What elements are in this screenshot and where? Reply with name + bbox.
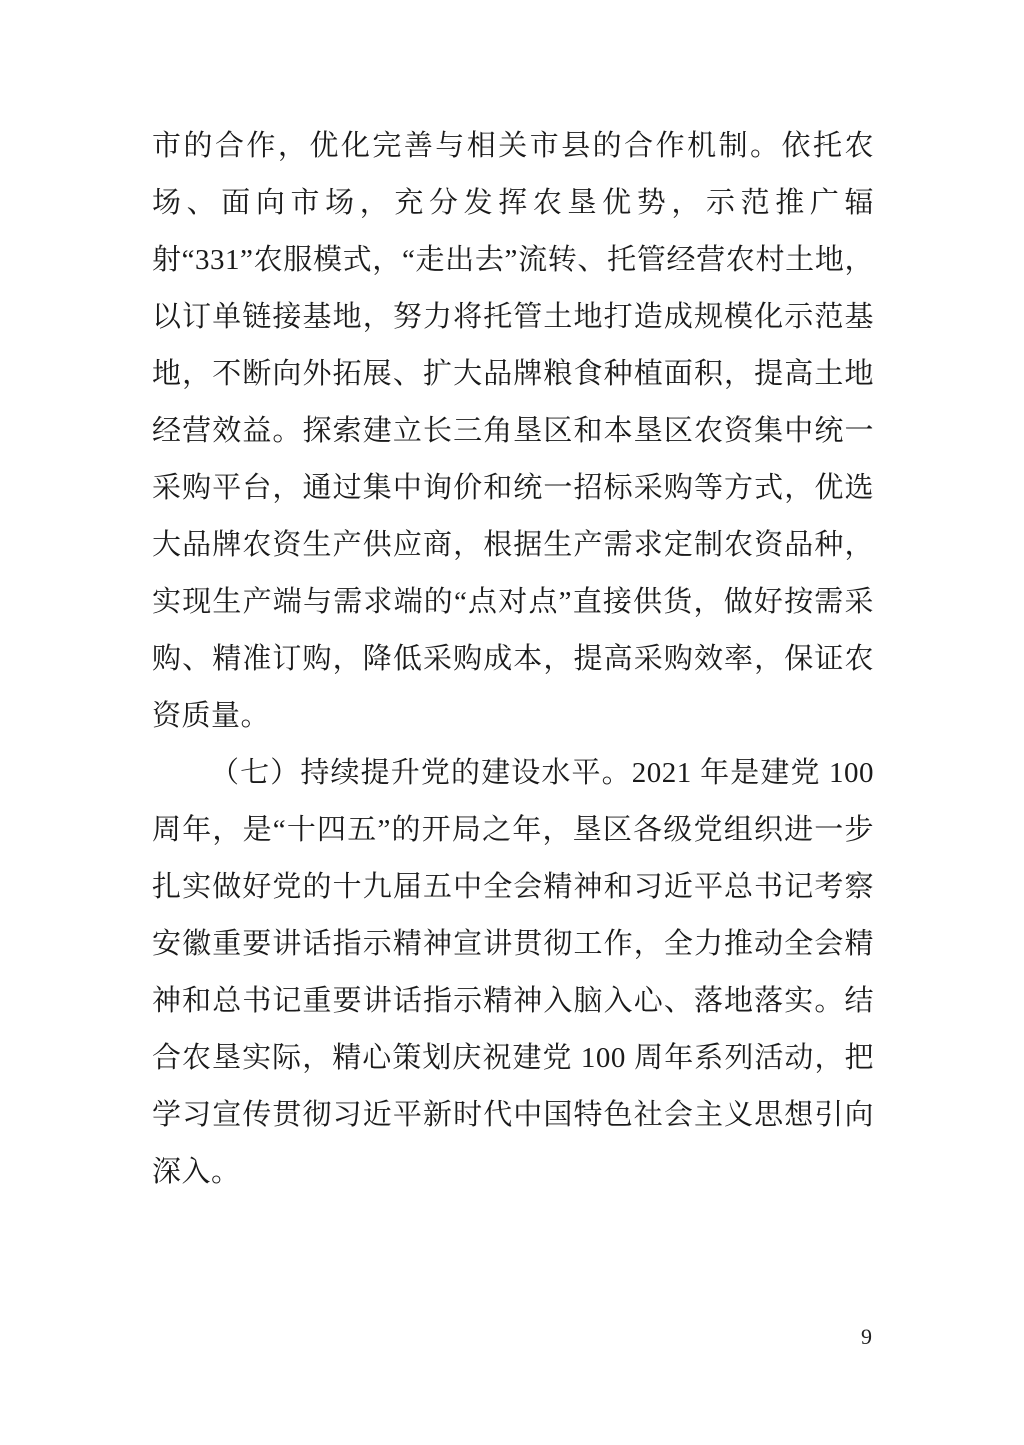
paragraph-section-seven: （七）持续提升党的建设水平。2021 年是建党 100 周年，是“十四五”的开局之年，垦区各级党组织进一步扎实做好党的十九届五中全会精神和习近平总书记考察安徽重要讲话指示精神宣讲贯彻工作，全力推动全会精神和总书记重要讲话指示精神入脑入心、落地落实。结合农垦实际，精心策划庆祝建党 100 周年系列活动，把学习宣传贯彻习近平新时代中国特色社会主义思想引向深入。	[152, 757, 882, 1188]
paragraph-continued: 市的合作，优化完善与相关市县的合作机制。依托农场、面向市场，充分发挥农垦优势，示范推广辐射“331”农服模式，“走出去”流转、托管经营农村土地，以订单链接基地，努力将托管土地打造成规模化示范基地，不断向外拓展、扩大品牌粮食种植面积，提高土地经营效益。探索建立长三角垦区和本垦区农资集中统一采购平台，通过集中询价和统一招标采购等方式，优选大品牌农资生产供应商，根据生产需求定制农资品种，实现生产端与需求端的“点对点”直接供货，做好按需采购、精准订购，降低采购成本，提高采购效率，保证农资质量。	[152, 130, 874, 732]
page-number: 9	[861, 1324, 872, 1349]
page-body	[152, 118, 882, 1201]
